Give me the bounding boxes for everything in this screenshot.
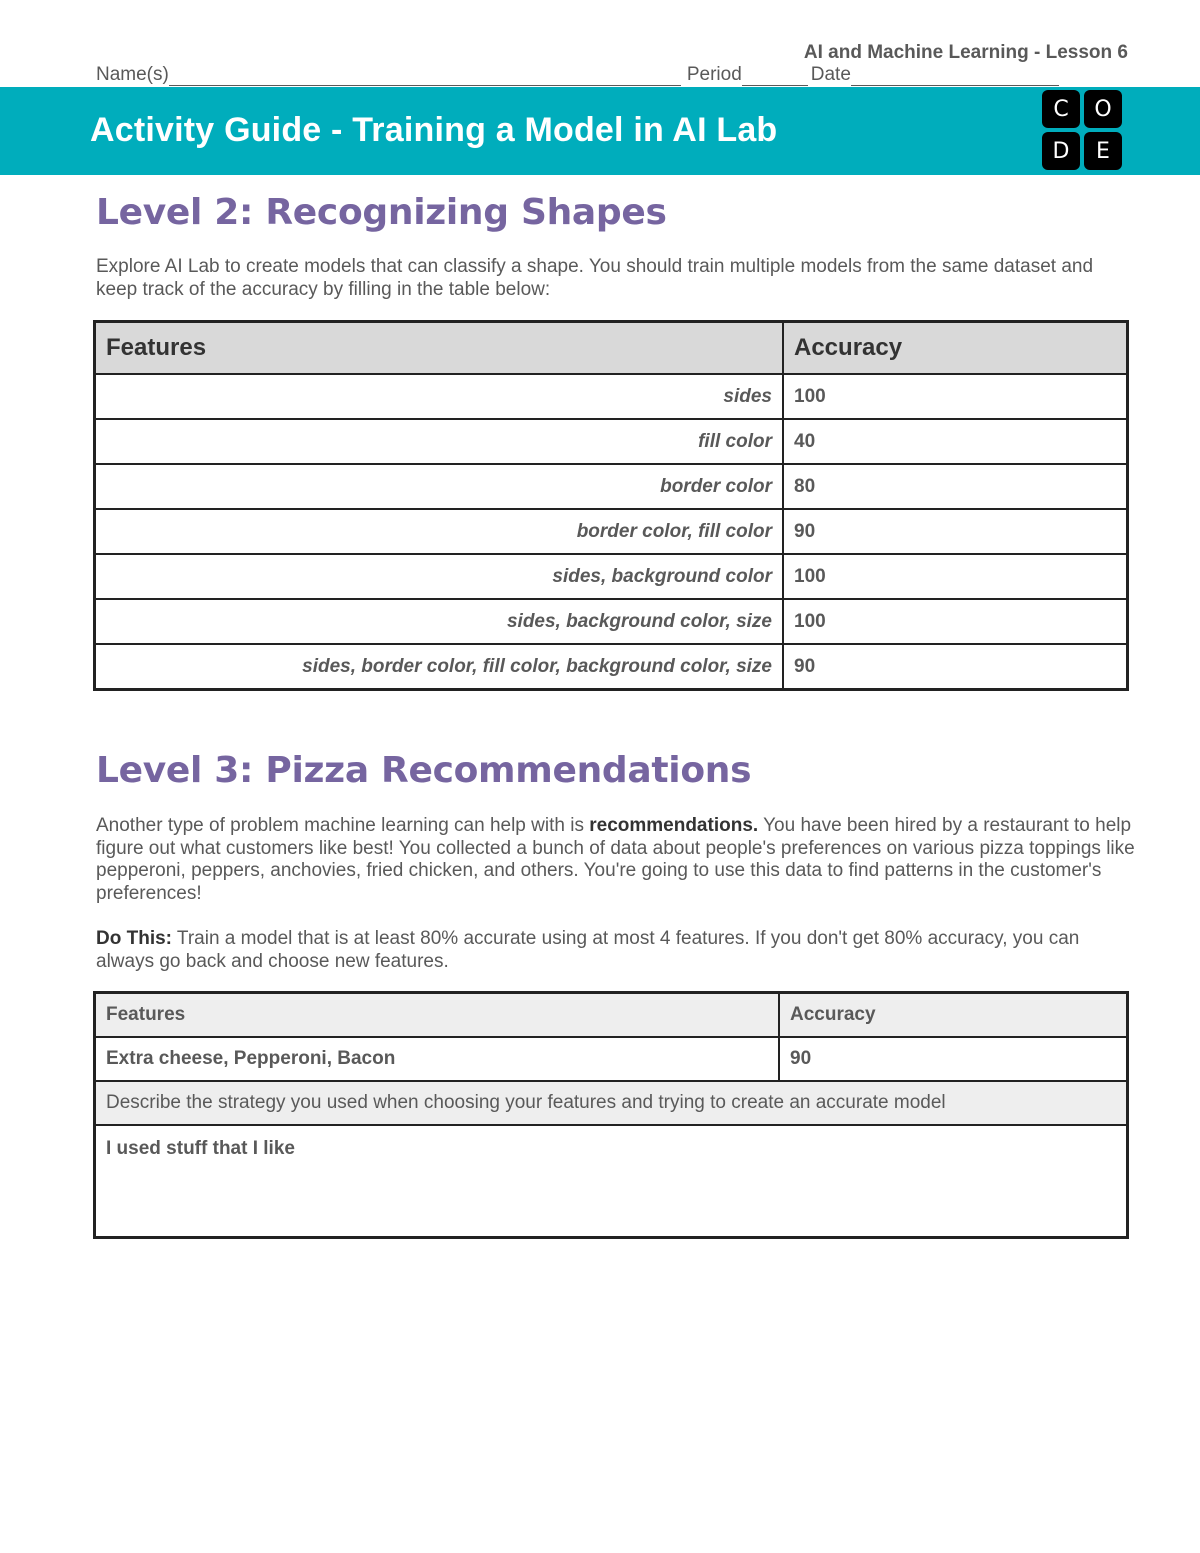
table-header-row [95,322,1128,375]
recommendations-term: recommendations. [589,815,759,836]
period-label: Period [686,64,742,85]
student-info-row [96,64,1076,86]
features-cell[interactable]: Extra cheese, Pepperoni, Bacon [95,1037,780,1081]
logo-letter-c: C [1042,90,1080,128]
logo-letter-d: D [1042,132,1080,170]
name-field[interactable] [169,65,681,86]
level3-intro-rest: You have been hired by a restaurant to help figure out what customers like best! You collected a bunch of data about people's preferences on various pizza toppings like pepperoni, peppers, anchovies, fried chicken, and others. You're going to use this data to find patterns in the customer's preferences! [96,815,1135,904]
level3-heading: Level 3: Pizza Recommendations [96,750,752,791]
features-cell[interactable]: fill color [95,419,784,464]
table-row [95,374,1128,419]
strategy-prompt: Describe the strategy you used when choosing your features and trying to create an accurate model [95,1081,1128,1125]
level3-intro [96,815,1136,905]
accuracy-cell[interactable]: 100 [783,554,1128,599]
strategy-answer[interactable]: I used stuff that I like [95,1125,1128,1238]
page-title: Activity Guide - Training a Model in AI Lab [90,111,778,149]
level3-intro-start: Another type of problem machine learning can help with is [96,815,590,836]
table-row [95,599,1128,644]
features-column-header: Features [95,322,784,375]
features-cell[interactable]: border color [95,464,784,509]
table-row [95,419,1128,464]
name-label: Name(s) [96,64,169,85]
table-row [95,464,1128,509]
table-row [95,644,1128,690]
features-cell[interactable]: sides, border color, fill color, background color, size [95,644,784,690]
strategy-answer-row [95,1125,1128,1238]
level2-intro: Explore AI Lab to create models that can classify a shape. You should train multiple models from the same dataset and keep track of the accuracy by filling in the table below: [96,256,1094,300]
accuracy-cell[interactable]: 90 [783,509,1128,554]
title-banner [0,87,1200,175]
table-row [95,554,1128,599]
level2-heading: Level 2: Recognizing Shapes [96,192,667,233]
features-cell[interactable]: border color, fill color [95,509,784,554]
code-logo [1042,90,1124,172]
accuracy-cell[interactable]: 90 [783,644,1128,690]
accuracy-cell[interactable]: 100 [783,374,1128,419]
table-header-row [95,993,1128,1038]
accuracy-cell[interactable]: 40 [783,419,1128,464]
features-cell[interactable]: sides [95,374,784,419]
features-column-header: Features [95,993,780,1038]
table-row [95,1037,1128,1081]
do-this-instructions [96,928,1136,973]
features-cell[interactable]: sides, background color [95,554,784,599]
period-field[interactable] [742,65,808,86]
accuracy-cell[interactable]: 80 [783,464,1128,509]
accuracy-cell[interactable]: 90 [779,1037,1128,1081]
do-this-text: Train a model that is at least 80% accurate using at most 4 features. If you don't get 80% accuracy, you can always go back and choose new features. [96,928,1080,972]
logo-letter-e: E [1084,132,1122,170]
date-label: Date [810,64,851,85]
do-this-label: Do This: [96,928,172,949]
accuracy-column-header: Accuracy [779,993,1128,1038]
logo-letter-o: O [1084,90,1122,128]
accuracy-column-header: Accuracy [783,322,1128,375]
strategy-prompt-row [95,1081,1128,1125]
pizza-model-table [93,991,1129,1239]
table-row [95,509,1128,554]
course-lesson-label: AI and Machine Learning - Lesson 6 [803,42,1128,63]
features-cell[interactable]: sides, background color, size [95,599,784,644]
accuracy-cell[interactable]: 100 [783,599,1128,644]
date-field[interactable] [851,65,1059,86]
shapes-accuracy-table [93,320,1129,691]
